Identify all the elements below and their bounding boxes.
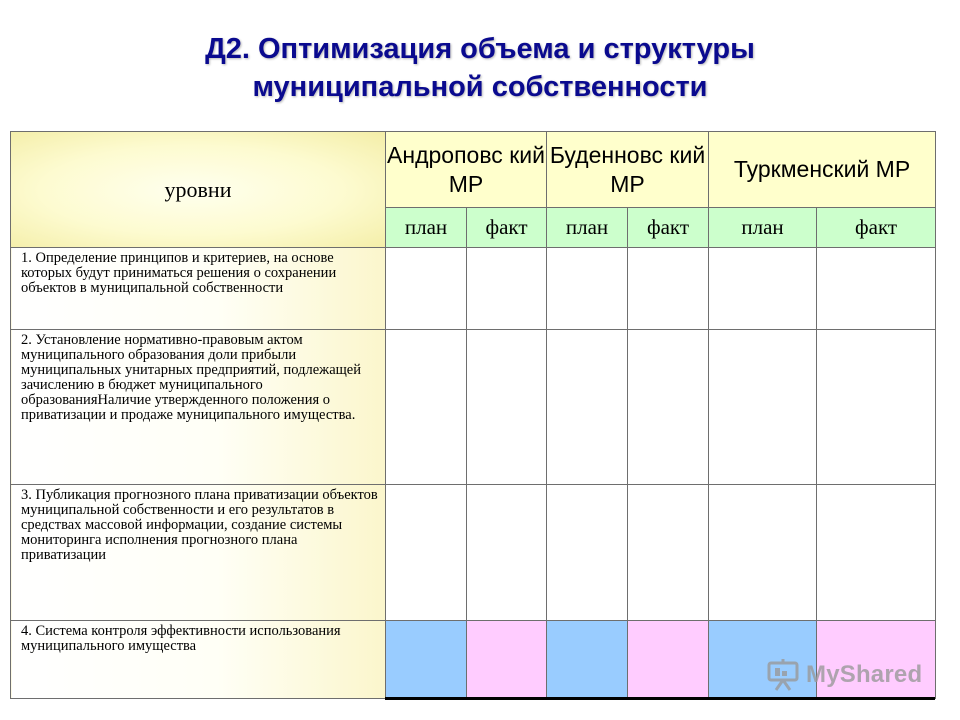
data-cell[interactable] <box>547 330 628 485</box>
assessment-table <box>10 131 936 699</box>
region-header-andropovsky <box>386 132 547 208</box>
row-label-cell <box>11 621 386 699</box>
data-cell[interactable] <box>628 330 709 485</box>
data-cell[interactable] <box>709 485 817 621</box>
row-label: 3. Публикация прогнозного плана приватизации объектов муниципальной собственности и его результатов в средствах массовой информации, создание системы мониторинга исполнения прогнозного плана приватизации <box>21 487 378 563</box>
fact-label: факт <box>485 215 528 239</box>
row-label-cell <box>11 248 386 330</box>
region-header-turkmensky <box>709 132 936 208</box>
region-name: Буденновс кий МР <box>549 141 706 197</box>
watermark <box>766 656 922 694</box>
row-label-cell <box>11 485 386 621</box>
data-cell[interactable] <box>817 330 936 485</box>
region-name: Андроповс кий МР <box>387 141 545 197</box>
data-cell[interactable] <box>467 485 547 621</box>
data-cell-highlighted[interactable] <box>628 621 709 699</box>
plan-label: план <box>404 215 448 239</box>
data-cell[interactable] <box>386 248 467 330</box>
plan-label: план <box>741 215 784 239</box>
data-cell-highlighted[interactable] <box>386 621 467 699</box>
plan-header-andropovsky <box>386 208 467 248</box>
data-cell[interactable] <box>467 330 547 485</box>
region-header-budennovsky <box>547 132 709 208</box>
watermark-text: MyShared <box>806 661 923 688</box>
plan-label: план <box>565 215 609 239</box>
data-cell[interactable] <box>709 248 817 330</box>
slide-title-line-2: муниципальной собственности <box>252 71 708 103</box>
data-cell[interactable] <box>628 485 709 621</box>
fact-label: факт <box>855 215 898 239</box>
levels-header-cell <box>11 132 386 248</box>
slide-title-line-1: Д2. Оптимизация объема и структуры <box>205 33 755 65</box>
data-cell[interactable] <box>386 330 467 485</box>
data-cell[interactable] <box>547 248 628 330</box>
data-cell[interactable] <box>547 485 628 621</box>
data-cell-highlighted[interactable] <box>547 621 628 699</box>
row-label: 4. Система контроля эффективности использования муниципального имущества <box>21 623 341 654</box>
table-row <box>11 485 936 621</box>
data-cell-highlighted[interactable] <box>467 621 547 699</box>
row-label: 2. Установление нормативно-правовым актом муниципального образования доли прибыли муниципальных унитарных предприятий, подлежащей зачислению в бюджет муниципального образованияНаличие утвержденного положения о приватизации и продаже муниципального имущества. <box>21 332 361 423</box>
fact-header-andropovsky <box>467 208 547 248</box>
plan-header-budennovsky <box>547 208 628 248</box>
row-label: 1. Определение принципов и критериев, на основе которых будут приниматься решения о сохранении объектов в муниципальной собственности <box>21 250 337 296</box>
table-row <box>11 248 936 330</box>
fact-label: факт <box>647 215 690 239</box>
plan-header-turkmensky <box>709 208 817 248</box>
fact-header-budennovsky <box>628 208 709 248</box>
presentation-board-icon <box>766 658 800 692</box>
table-row <box>11 330 936 485</box>
fact-header-turkmensky <box>817 208 936 248</box>
region-name: Туркменский МР <box>733 156 911 182</box>
data-cell[interactable] <box>467 248 547 330</box>
row-label-cell <box>11 330 386 485</box>
levels-header: уровни <box>164 176 232 202</box>
data-cell[interactable] <box>817 248 936 330</box>
data-cell[interactable] <box>817 485 936 621</box>
data-cell[interactable] <box>386 485 467 621</box>
data-cell[interactable] <box>628 248 709 330</box>
data-cell[interactable] <box>709 330 817 485</box>
slide-title <box>0 30 960 106</box>
table-bottom-rule <box>385 697 935 700</box>
